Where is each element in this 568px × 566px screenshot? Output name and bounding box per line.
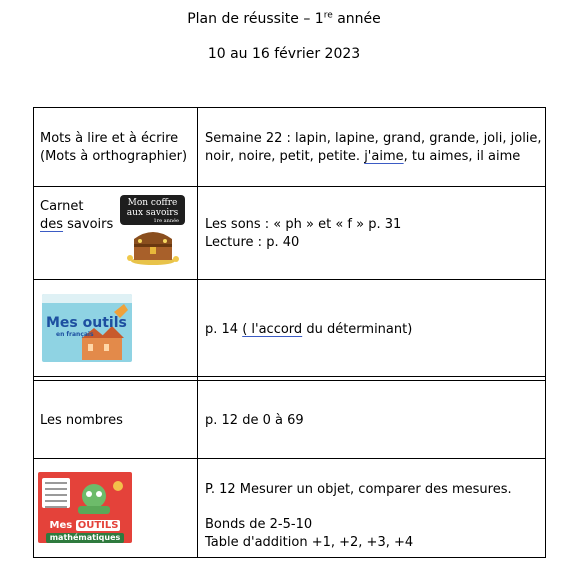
des-link[interactable]: des [40,217,64,232]
row-carnet-content: Les sons : « ph » et « f » p. 31 Lecture : p. 40 [205,217,402,250]
table-border-right [545,107,546,558]
row-divider [33,279,546,280]
date-range: 10 au 16 février 2023 [207,46,361,62]
jaime-link[interactable]: j'aime [364,149,404,164]
table-border-left [33,107,34,558]
treasure-chest-icon [120,195,185,267]
page-title: Plan de réussite – 1re année [187,10,381,27]
mes-outils-maths-book-icon: Mes OUTILS mathématiques [38,472,132,543]
row-numbers-content: p. 12 de 0 à 69 [205,413,304,428]
row-divider [33,376,546,377]
row-carnet-label: Carnet des savoirs [40,199,114,232]
table-border-bottom [33,557,546,558]
table-border-top [33,107,546,108]
row-math-content: P. 12 Mesurer un objet, comparer des mesures. Bonds de 2-5-10 Table d'addition +1, +2, +3, +4 [205,482,512,550]
mes-outils-francais-book-icon: Mes outils en français [42,294,132,362]
row-divider [33,186,546,187]
row-divider [33,380,546,381]
chest-banner: Mon coffre aux savoirs 1re année [120,195,185,225]
row-words-content: Semaine 22 : lapin, lapine, grand, grande, joli, jolie, noir, noire, petit, petite. j'aime, tu aimes, il aime [205,131,542,164]
column-divider [197,107,198,558]
row-divider [33,458,546,459]
row-words-label: Mots à lire et à écrire (Mots à orthographier) [40,131,188,164]
accord-link[interactable]: ( l'accord [242,322,303,337]
row-grammar-content: p. 14 ( l'accord du déterminant) [205,322,413,337]
chest-drawing [120,195,185,267]
row-numbers-label: Les nombres [40,413,123,428]
